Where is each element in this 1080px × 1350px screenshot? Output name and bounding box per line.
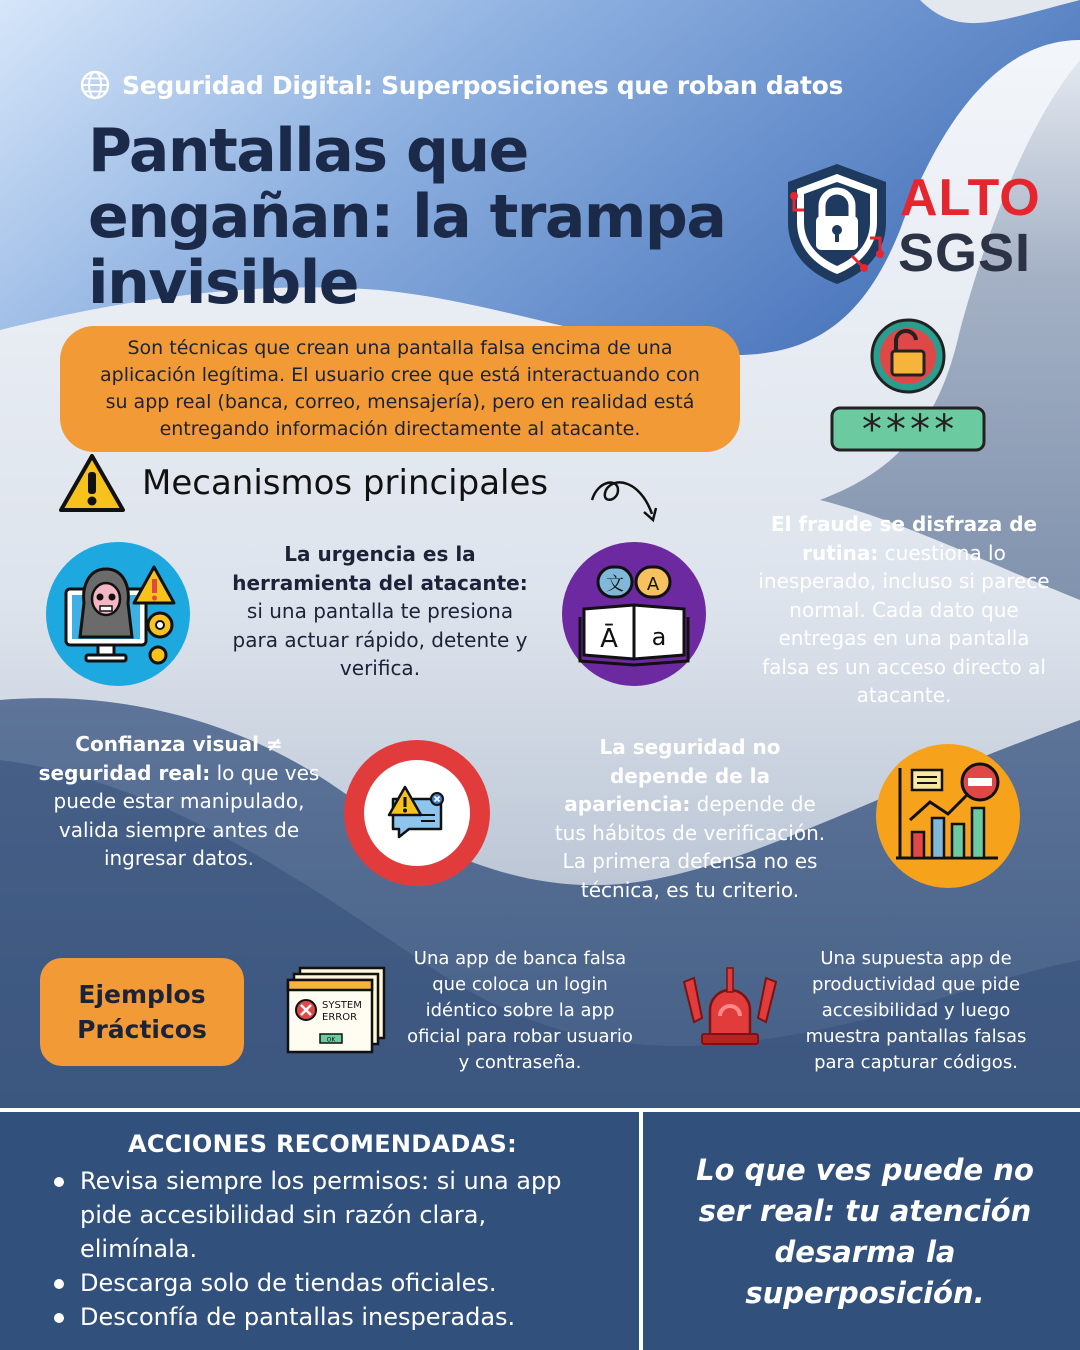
warning-icon [58,452,126,514]
mechanism-urgencia-bold: La urgencia es la herramienta del atacante: [232,542,528,595]
mechanism-seguridad-text: depende de tus hábitos de verificación. La primera defensa no es técnica, es tu criterio. [554,792,826,902]
header-subtitle [80,70,843,100]
svg-text:文: 文 [606,574,624,595]
syserr-line1: SYSTEM [322,1000,362,1011]
password-mask: **** [859,407,957,453]
chat-alert-icon [385,785,449,841]
mechanism-urgencia-text: si una pantalla te presiona para actuar rápido, detente y verifica. [232,599,528,680]
mechanism-confianza-bold: Confianza visual ≠ seguridad real: [38,732,283,785]
example-banca: Una app de banca falsa que coloca un login idéntico sobre la app oficial para robar usuario y contraseña. [407,948,633,1073]
examples-label-box [40,958,244,1066]
system-error-icon [284,964,388,1056]
logo-sgsi: SGSI [898,223,1032,283]
example-productividad: Una supuesta app de productividad que pide accesibilidad y luego muestra pantallas falsas para capturar códigos. [805,948,1027,1073]
actions-title: ACCIONES RECOMENDADAS: [128,1130,517,1158]
unlock-password-icon [830,318,988,454]
curly-arrow-icon [588,470,664,526]
divider-horizontal [0,1108,1080,1112]
mechanisms-title: Mecanismos principales [142,463,549,503]
subtitle-text: Seguridad Digital: Superposiciones que roban datos [122,70,844,100]
globe-icon [80,70,110,100]
mechanism-seguridad-bold: La seguridad no depende de la apariencia: [564,735,781,816]
bar-chart-icon [890,762,1006,870]
svg-text:Ā: Ā [600,624,618,654]
svg-text:A: A [646,574,660,595]
mechanism-fraude-text: cuestiona lo inesperado, incluso si parece normal. Cada dato que entregas en una pantalla falsa es un acceso directo al atacante. [758,540,1050,707]
syserr-line2: ERROR [322,1012,358,1023]
closing-quote: Lo que ves puede no ser real: tu atención desarma la superposición. [696,1153,1034,1310]
hacker-computer-icon [58,559,178,669]
logo-alto: ALTO [900,169,1041,227]
svg-text:a: a [651,623,667,651]
page-title: Pantallas que engañan: la trampa invisible [88,116,726,318]
mechanism-fraude [752,510,1056,710]
mechanism-fraude-bold: El fraude se disfraza de rutina: [770,512,1038,565]
mechanism-seguridad [548,733,832,904]
action-item: Revisa siempre los permisos: si una app pide accesibilidad sin razón clara, elimínala. [50,1164,590,1266]
intro-box [60,326,740,452]
mechanism-urgencia [232,540,528,683]
examples-label: Ejemplos Prácticos [77,980,207,1044]
intro-text: Son técnicas que crean una pantalla falsa encima de una aplicación legítima. El usuario cree que está interactuando con su app real (banca, correo, mensajería), pero en realidad está entregando información directamente al atacante. [100,337,700,440]
siren-icon [680,966,780,1046]
action-item: Desconfía de pantallas inesperadas. [50,1300,590,1334]
shield-lock-icon [782,160,892,288]
mechanism-confianza [36,730,322,873]
hacker-icon [46,542,190,686]
syserr-ok: OK [326,1036,336,1044]
actions-list [50,1164,590,1334]
mechanism-confianza-text: lo que ves puede estar manipulado, valida siempre antes de ingresar datos. [53,760,320,870]
book-icon [574,559,694,669]
alert-message-icon [344,740,490,886]
action-item: Descarga solo de tiendas oficiales. [50,1266,590,1300]
chart-stop-icon [876,744,1020,888]
alto-sgsi-logo [782,160,1052,290]
mechanisms-heading [58,452,548,514]
divider-vertical [639,1112,643,1350]
translate-book-icon [562,542,706,686]
alert-icon-inner [364,760,470,866]
